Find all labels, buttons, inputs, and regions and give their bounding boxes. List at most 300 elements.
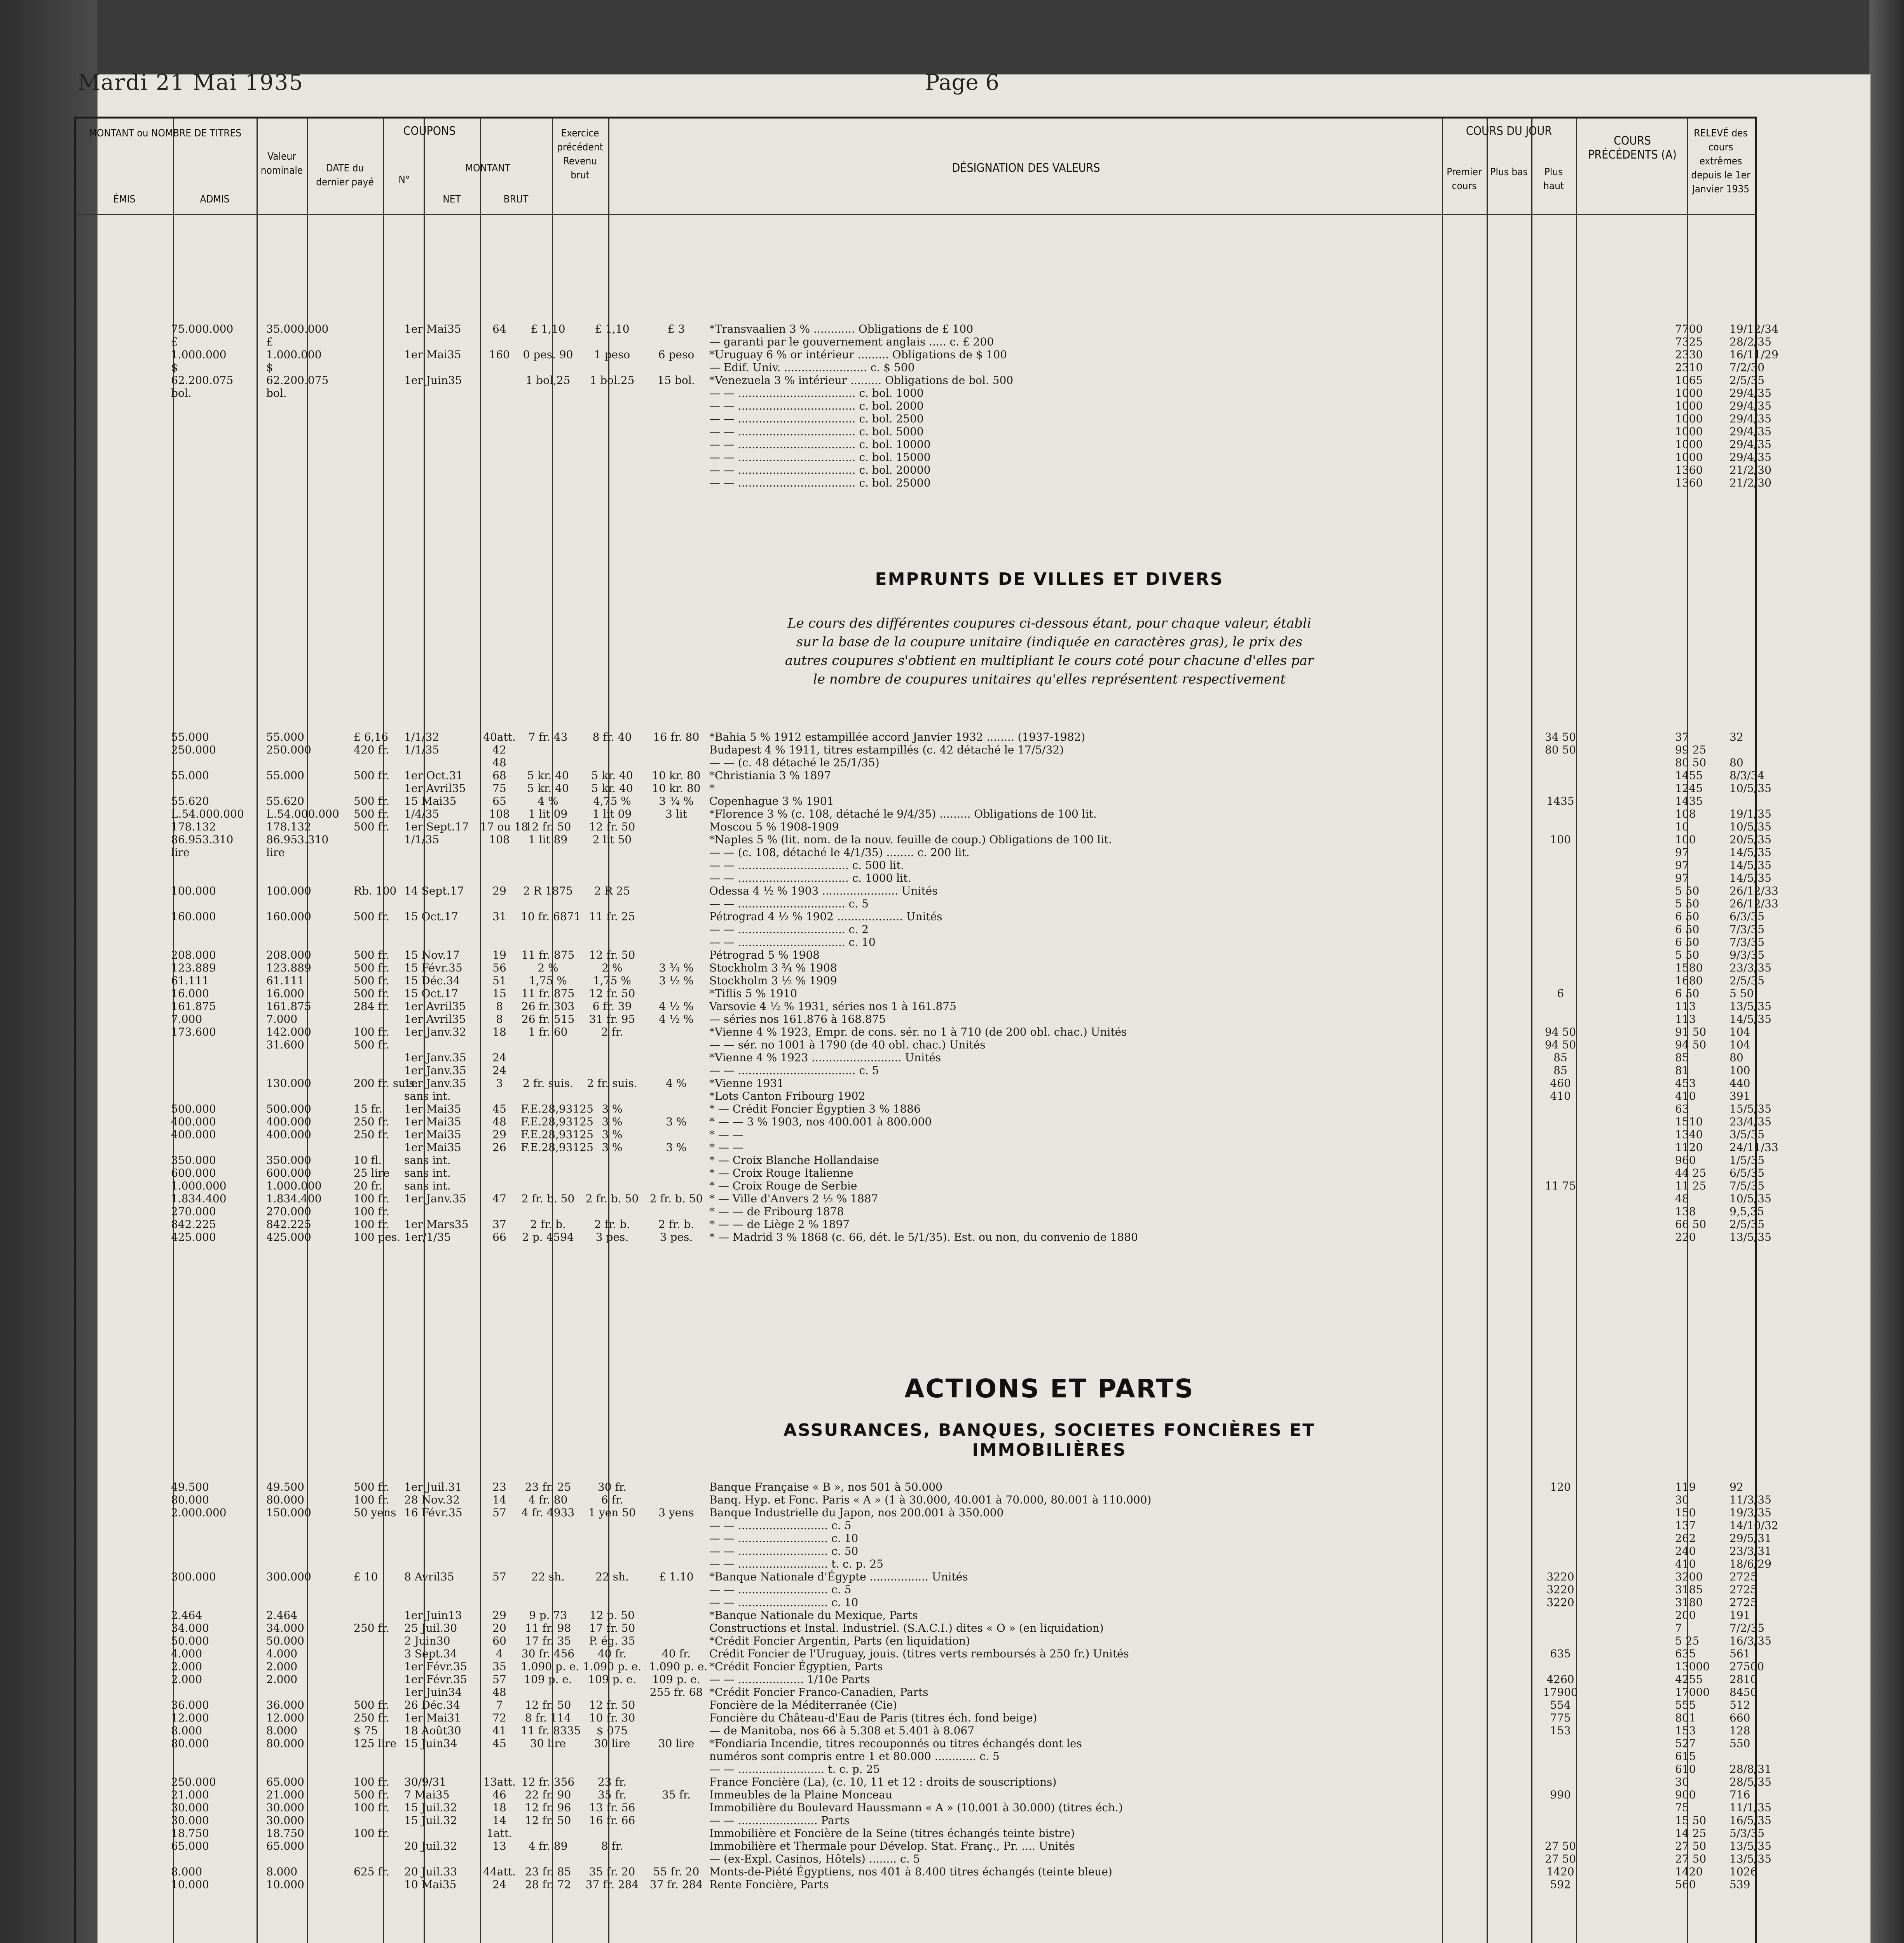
cell-brut: 2 R 25 xyxy=(594,884,630,897)
cell-date: 1er Sept.17 xyxy=(404,820,469,833)
cell-emis: 250.000 xyxy=(171,743,216,756)
cell-emis: 49.500 xyxy=(171,1481,209,1493)
cell-net: 12 fr. 50 xyxy=(525,1814,571,1827)
cell-brut: 5 kr. 40 xyxy=(591,769,633,782)
table-row xyxy=(171,923,1846,936)
cell-net: 11 fr. 8335 xyxy=(521,1724,581,1737)
cell-brut: 12 p. 50 xyxy=(590,1609,635,1622)
cell-rev: 30 lire xyxy=(658,1737,695,1750)
cell-prec: 1360 xyxy=(1675,464,1703,476)
cell-emis: 80.000 xyxy=(171,1493,209,1506)
cell-emis: 21.000 xyxy=(171,1788,209,1801)
rows-obligations xyxy=(171,323,1846,489)
cell-admis: £ xyxy=(266,335,273,348)
table-row xyxy=(171,769,1846,782)
cell-rel: 29/4/35 xyxy=(1729,425,1771,438)
cell-no: 17 ou 18 xyxy=(480,820,528,833)
table-row xyxy=(171,1852,1846,1865)
table-row xyxy=(171,961,1846,974)
cell-prec: 960 xyxy=(1675,1154,1696,1167)
cell-des: * — — de Fribourg 1878 xyxy=(709,1205,844,1218)
cell-des: *Banque Nationale d'Égypte ................. Unités xyxy=(709,1570,968,1583)
table-row xyxy=(171,1711,1846,1724)
cell-rel: 26/12/33 xyxy=(1729,884,1778,897)
col-designation: DÉSIGNATION DES VALEURS xyxy=(952,161,1100,175)
cell-des: — garanti par le gouvernement anglais ..... c. £ 200 xyxy=(709,335,994,348)
cell-brut: 3 pes. xyxy=(595,1231,629,1244)
cell-val: 500 fr. xyxy=(354,961,389,974)
cell-date: 1er Juin13 xyxy=(404,1609,462,1622)
table-row xyxy=(171,323,1846,335)
cell-no: 45 xyxy=(492,1737,506,1750)
cell-rel: 29/4/35 xyxy=(1729,438,1771,451)
cell-admis: 270.000 xyxy=(266,1205,311,1218)
cell-rel: 28/8/31 xyxy=(1729,1763,1771,1776)
table-row xyxy=(171,1801,1846,1814)
cell-date: sans int. xyxy=(404,1154,451,1167)
cell-des: — — .................................. c. bol. 2000 xyxy=(709,399,924,412)
cell-no: 35 xyxy=(492,1660,506,1673)
cell-rel: 6/3/35 xyxy=(1729,910,1765,923)
table-row xyxy=(171,1090,1846,1102)
cell-prec: 81 xyxy=(1675,1064,1689,1077)
cell-emis: 34.000 xyxy=(171,1622,209,1634)
table-row xyxy=(171,897,1846,910)
col-premier: Premier cours xyxy=(1447,166,1482,192)
cell-net: 7 fr. 43 xyxy=(528,731,568,743)
cell-rev: 2 fr. b. 50 xyxy=(649,1192,703,1205)
cell-net: 4 % xyxy=(538,795,558,808)
cell-date: 14 Sept.17 xyxy=(404,884,464,897)
cell-rel: 18/6/29 xyxy=(1729,1558,1771,1570)
table-row xyxy=(171,361,1846,374)
cell-rev: 3 % xyxy=(666,1141,687,1154)
cell-rel: 1/5/35 xyxy=(1729,1154,1765,1167)
table-row xyxy=(171,412,1846,425)
cell-rel: 539 xyxy=(1729,1878,1750,1891)
cell-val: 100 fr. xyxy=(354,1026,389,1038)
cell-val: 500 fr. xyxy=(354,1788,389,1801)
cell-date: 1er Juil.31 xyxy=(404,1481,462,1493)
cell-des: * — Ville d'Anvers 2 ½ % 1887 xyxy=(709,1192,878,1205)
cell-rel: 3/5/35 xyxy=(1729,1128,1765,1141)
cell-net: 5 kr. 40 xyxy=(527,782,569,795)
cell-brut: 2 fr. b. xyxy=(594,1218,630,1231)
table-row xyxy=(171,1750,1846,1763)
cell-rel: 13/5/35 xyxy=(1729,1231,1771,1244)
cell-prec: 138 xyxy=(1675,1205,1696,1218)
cell-rel: 29/4/35 xyxy=(1729,451,1771,464)
cell-des: — — .................................. c. bol. 25000 xyxy=(709,476,931,489)
cell-rel: 80 xyxy=(1729,1051,1743,1064)
cell-prec: 44 25 xyxy=(1675,1167,1707,1179)
cell-prec: 27 50 xyxy=(1675,1840,1707,1852)
cell-admis: 49.500 xyxy=(266,1481,304,1493)
cell-no: 20 xyxy=(492,1622,506,1634)
cell-brut: 16 fr. 66 xyxy=(589,1814,635,1827)
cell-prem: 1420 xyxy=(1546,1865,1574,1878)
table-row xyxy=(171,1481,1846,1493)
cell-rel: 660 xyxy=(1729,1711,1750,1724)
cell-rel: 10/5/35 xyxy=(1729,1192,1771,1205)
cell-prem: 460 xyxy=(1550,1077,1571,1090)
cell-val: 200 fr. suis. xyxy=(354,1077,418,1090)
cell-net: 2 p. 4594 xyxy=(522,1231,574,1244)
cell-emis: 123.889 xyxy=(171,961,216,974)
cell-net: 11 fr. 875 xyxy=(521,987,575,1000)
cell-des: — — sér. no 1001 à 1790 (de 40 obl. chac.) Unités xyxy=(709,1038,986,1051)
cell-val: £ 6,16 xyxy=(354,731,389,743)
cell-rel: 20/5/35 xyxy=(1729,833,1771,846)
cell-admis: lire xyxy=(266,846,285,859)
cell-val: 50 yens xyxy=(354,1506,396,1519)
cell-prec: 560 xyxy=(1675,1878,1696,1891)
cell-prem: 3220 xyxy=(1546,1570,1574,1583)
cell-admis: 2.464 xyxy=(266,1609,298,1622)
cell-val: 250 fr. xyxy=(354,1128,389,1141)
cell-prec: 5 50 xyxy=(1675,884,1700,897)
cell-brut: 2 fr. xyxy=(601,1026,623,1038)
cell-prem: 775 xyxy=(1550,1711,1571,1724)
cell-emis: 65.000 xyxy=(171,1840,209,1852)
cell-emis: 30.000 xyxy=(171,1801,209,1814)
cell-net: 12 fr. 50 xyxy=(525,1699,571,1711)
cell-brut: 2 fr. b. 50 xyxy=(585,1192,639,1205)
cell-rev: 4 % xyxy=(666,1077,687,1090)
cell-net: 11 fr. 875 xyxy=(521,949,575,961)
cell-rel: 7/5/35 xyxy=(1729,1179,1765,1192)
page-date: Mardi 21 Mai 1935 xyxy=(78,70,304,95)
cell-val: 500 fr. xyxy=(354,949,389,961)
cell-val: 500 fr. xyxy=(354,769,389,782)
cell-prec: 15 50 xyxy=(1675,1814,1707,1827)
cell-prec: 7700 xyxy=(1675,323,1703,335)
cell-emis: 2.000.000 xyxy=(171,1506,227,1519)
cell-des: — — .................................. c. bol. 2500 xyxy=(709,412,924,425)
cell-brut: 1,75 % xyxy=(593,974,631,987)
cell-des: France Foncière (La), (c. 10, 11 et 12 : droits de souscriptions) xyxy=(709,1776,1057,1788)
cell-emis: 62.200.075 xyxy=(171,374,234,387)
cell-brut: 35 fr. xyxy=(597,1788,627,1801)
cell-prec: 150 xyxy=(1675,1506,1696,1519)
cell-rev: 3 pes. xyxy=(660,1231,693,1244)
cell-emis: 80.000 xyxy=(171,1737,209,1750)
cell-admis: 31.600 xyxy=(266,1038,304,1051)
cell-brut: 37 fr. 284 xyxy=(585,1878,639,1891)
cell-prec: 7325 xyxy=(1675,335,1703,348)
cell-date: 15 Mai35 xyxy=(404,795,457,808)
cell-rel: 2/5/35 xyxy=(1729,974,1765,987)
cell-des: — — .................................. c. bol. 20000 xyxy=(709,464,931,476)
cell-prec: 1000 xyxy=(1675,451,1703,464)
table-row xyxy=(171,1532,1846,1545)
cell-date: 1er Janv.35 xyxy=(404,1192,466,1205)
cell-net: 12 fr. 96 xyxy=(525,1801,571,1814)
table-row xyxy=(171,374,1846,387)
cell-brut: 3 % xyxy=(602,1102,623,1115)
cell-des: * — Croix Rouge Italienne xyxy=(709,1167,853,1179)
cell-des: — — ................................ c. 1000 lit. xyxy=(709,872,911,884)
cell-brut: 31 fr. 95 xyxy=(589,1013,635,1026)
cell-rel: 14/5/35 xyxy=(1729,872,1771,884)
cell-des: *Crédit Foncier Franco-Canadien, Parts xyxy=(709,1686,928,1699)
cell-no: 7 xyxy=(496,1699,503,1711)
rows-actions xyxy=(171,1481,1846,1891)
cell-no: 48 xyxy=(492,1686,506,1699)
cell-des: Monts-de-Piété Égyptiens, nos 401 à 8.400 titres échangés (teinte bleue) xyxy=(709,1865,1112,1878)
cell-admis: 1.834.400 xyxy=(266,1192,322,1205)
cell-des: * xyxy=(709,782,715,795)
cell-val: 500 fr. xyxy=(354,820,389,833)
cell-prec: 555 xyxy=(1675,1699,1696,1711)
cell-des: — — .................................. c. bol. 15000 xyxy=(709,451,931,464)
cell-net: 12 fr. 50 xyxy=(525,820,571,833)
cell-net: 28 fr. 72 xyxy=(525,1878,571,1891)
cell-rev: 1.090 p. e. xyxy=(649,1660,708,1673)
cell-date: sans int. xyxy=(404,1090,451,1102)
table-row xyxy=(171,1519,1846,1532)
cell-prec: 1510 xyxy=(1675,1115,1703,1128)
cell-rev: 16 fr. 80 xyxy=(653,731,700,743)
cell-admis: $ xyxy=(266,361,273,374)
table-row xyxy=(171,846,1846,859)
cell-no: 3 xyxy=(496,1077,503,1090)
cell-rel: 11/3/35 xyxy=(1729,1493,1771,1506)
table-row xyxy=(171,1128,1846,1141)
table-row xyxy=(171,872,1846,884)
cell-rel: 29/4/35 xyxy=(1729,412,1771,425)
cell-brut: $ 075 xyxy=(596,1724,628,1737)
cell-no: 1att. xyxy=(487,1827,512,1840)
cell-brut: 3 % xyxy=(602,1141,623,1154)
scan-right-margin xyxy=(1869,0,1904,1943)
cell-des: — — .......................... c. 5 xyxy=(709,1519,852,1532)
table-row xyxy=(171,1064,1846,1077)
table-row xyxy=(171,743,1846,756)
cell-des: *Uruguay 6 % or intérieur ......... Obligations de $ 100 xyxy=(709,348,1007,361)
cell-prec: 900 xyxy=(1675,1788,1696,1801)
cell-rel: 9/3/35 xyxy=(1729,949,1765,961)
cell-admis: 350.000 xyxy=(266,1154,311,1167)
cell-date: 15 Déc.34 xyxy=(404,974,460,987)
table-row xyxy=(171,833,1846,846)
cell-brut: 23 fr. xyxy=(597,1776,627,1788)
table-row xyxy=(171,1154,1846,1167)
cell-net: 1 lit 89 xyxy=(528,833,568,846)
table-row xyxy=(171,1827,1846,1840)
cell-admis: 142.000 xyxy=(266,1026,311,1038)
cell-des: *Banque Nationale du Mexique, Parts xyxy=(709,1609,918,1622)
cell-des: Moscou 5 % 1908-1909 xyxy=(709,820,839,833)
col-coupons: COUPONS xyxy=(403,124,456,138)
cell-prec: 108 xyxy=(1675,808,1696,820)
cell-rev: 255 fr. 68 xyxy=(649,1686,703,1699)
table-row xyxy=(171,1878,1846,1891)
cell-val: 500 fr. xyxy=(354,987,389,1000)
cell-net: 30 fr. 456 xyxy=(521,1647,575,1660)
table-row xyxy=(171,910,1846,923)
cell-emis: 55.000 xyxy=(171,731,209,743)
cell-emis: £ xyxy=(171,335,178,348)
table-row xyxy=(171,335,1846,348)
cell-val: £ 10 xyxy=(354,1570,378,1583)
cell-des: *Crédit Foncier Argentin, Parts (en liquidation) xyxy=(709,1634,970,1647)
col-numero: N° xyxy=(398,174,410,186)
col-montant-coupon: MONTANT xyxy=(465,162,511,174)
cell-date: 1er Janv.32 xyxy=(404,1026,466,1038)
cell-brut: 11 fr. 25 xyxy=(589,910,635,923)
cell-emis: 12.000 xyxy=(171,1711,209,1724)
cell-emis: 4.000 xyxy=(171,1647,202,1660)
table-row xyxy=(171,1634,1846,1647)
cell-emis: 1.000.000 xyxy=(171,348,227,361)
cell-prec: 5 50 xyxy=(1675,897,1700,910)
cell-admis: 10.000 xyxy=(266,1878,304,1891)
col-releve: RELEVÉ des cours extrêmes depuis le 1er Janvier 1935 xyxy=(1691,127,1750,195)
cell-rel: 2/5/35 xyxy=(1729,374,1765,387)
cell-prec: 4255 xyxy=(1675,1673,1703,1686)
cell-admis: 55.000 xyxy=(266,731,304,743)
cell-prec: 410 xyxy=(1675,1558,1696,1570)
cell-prec: 3185 xyxy=(1675,1583,1703,1596)
cell-emis: 178.132 xyxy=(171,820,216,833)
cell-net: 1.090 p. e. xyxy=(521,1660,579,1673)
cell-des: numéros sont compris entre 1 et 80.000 ............ c. 5 xyxy=(709,1750,1000,1763)
table-row xyxy=(171,1609,1846,1622)
cell-no: 57 xyxy=(492,1570,506,1583)
table-row xyxy=(171,1570,1846,1583)
cell-des: *Bahia 5 % 1912 estampillée accord Janvier 1932 ........ (1937-1982) xyxy=(709,731,1086,743)
cell-date: 16 Févr.35 xyxy=(404,1506,462,1519)
cell-prec: 1360 xyxy=(1675,476,1703,489)
cell-admis: 250.000 xyxy=(266,743,311,756)
cell-brut: 8 fr. 40 xyxy=(592,731,632,743)
cell-no: 48 xyxy=(492,1115,506,1128)
cell-prec: 200 xyxy=(1675,1609,1696,1622)
cell-rel: 2725 xyxy=(1729,1570,1757,1583)
header-rule xyxy=(76,214,1755,215)
cell-net: 2 fr. b. 50 xyxy=(521,1192,575,1205)
cell-des: — — .................................. c. 5 xyxy=(709,1064,879,1077)
cell-rev: 3 ¾ % xyxy=(659,961,694,974)
cell-val: 100 fr. xyxy=(354,1192,389,1205)
cell-rel: 10/5/35 xyxy=(1729,820,1771,833)
cell-no: 65 xyxy=(492,795,506,808)
cell-rev: 4 ½ % xyxy=(659,1000,694,1013)
cell-prec: 1245 xyxy=(1675,782,1703,795)
cell-emis: 270.000 xyxy=(171,1205,216,1218)
table-row xyxy=(171,1013,1846,1026)
cell-brut: 1 peso xyxy=(594,348,630,361)
cell-net: 11 fr. 98 xyxy=(525,1622,571,1634)
cell-emis: 425.000 xyxy=(171,1231,216,1244)
cell-no: 14 xyxy=(492,1493,506,1506)
table-row xyxy=(171,464,1846,476)
cell-emis: 30.000 xyxy=(171,1814,209,1827)
cell-val: 100 fr. xyxy=(354,1776,389,1788)
cell-no: 44att. xyxy=(483,1865,516,1878)
cell-admis: 1.000.000 xyxy=(266,348,322,361)
cell-no: 4 xyxy=(496,1647,503,1660)
cell-no: 37 xyxy=(492,1218,506,1231)
cell-rel: 23/3/31 xyxy=(1729,1545,1771,1558)
cell-des: *Venezuela 3 % intérieur ......... Obligations de bol. 500 xyxy=(709,374,1014,387)
cell-date: 1er Mai31 xyxy=(404,1711,461,1724)
cell-net: 12 fr. 356 xyxy=(521,1776,575,1788)
cell-emis: 18.750 xyxy=(171,1827,209,1840)
cell-val: 500 fr. xyxy=(354,910,389,923)
cell-prem: 94 50 xyxy=(1544,1026,1576,1038)
cell-des: — séries nos 161.876 à 168.875 xyxy=(709,1013,886,1026)
cell-prec: 453 xyxy=(1675,1077,1696,1090)
cell-rel: 26/12/33 xyxy=(1729,897,1778,910)
cell-no: 24 xyxy=(492,1064,506,1077)
cell-rel: 2/5/35 xyxy=(1729,1218,1765,1231)
cell-prec: 1680 xyxy=(1675,974,1703,987)
cell-net: F.E.28,93125 xyxy=(521,1128,593,1141)
cell-admis: 4.000 xyxy=(266,1647,298,1660)
cell-rel: 100 xyxy=(1729,1064,1750,1077)
cell-admis: 150.000 xyxy=(266,1506,311,1519)
cell-no: 24 xyxy=(492,1878,506,1891)
col-valeur: Valeur nominale xyxy=(260,151,303,176)
cell-des: — — ................................ c. 500 lit. xyxy=(709,859,904,872)
cell-des: — — (c. 108, détaché le 4/1/35) ........ c. 200 lit. xyxy=(709,846,970,859)
table-row xyxy=(171,1622,1846,1634)
cell-rel: 15/5/35 xyxy=(1729,1102,1771,1115)
cell-rel: 19/3/35 xyxy=(1729,1506,1771,1519)
cell-rel: 1026 xyxy=(1729,1865,1757,1878)
cell-admis: bol. xyxy=(266,387,287,399)
cell-prec: 37 xyxy=(1675,731,1689,743)
cell-des: Immobilière et Foncière de la Seine (titres échangés teinte bistre) xyxy=(709,1827,1075,1840)
cell-no: 23 xyxy=(492,1481,506,1493)
cell-emis: 75.000.000 xyxy=(171,323,234,335)
col-exercice: Exercice précédent Revenu brut xyxy=(557,127,603,181)
cell-rel: 14/5/35 xyxy=(1729,859,1771,872)
cell-val: 100 fr. xyxy=(354,1493,389,1506)
cell-admis: 80.000 xyxy=(266,1737,304,1750)
cell-des: * — Croix Blanche Hollandaise xyxy=(709,1154,879,1167)
table-row xyxy=(171,1647,1846,1660)
table-row xyxy=(171,1205,1846,1218)
cell-prec: 1420 xyxy=(1675,1865,1703,1878)
cell-des: Rente Foncière, Parts xyxy=(709,1878,829,1891)
cell-net: 17 fr. 35 xyxy=(525,1634,571,1647)
cell-no: 29 xyxy=(492,1609,506,1622)
cell-rel: 13/5/35 xyxy=(1729,1840,1771,1852)
cell-rel: 5 50 xyxy=(1729,987,1754,1000)
cell-val: 500 fr. xyxy=(354,1038,389,1051)
cell-des: — — ....................... Parts xyxy=(709,1814,850,1827)
cell-brut: 12 fr. 50 xyxy=(589,1699,635,1711)
cell-rel: 14/5/35 xyxy=(1729,846,1771,859)
cell-date: 26 Déc.34 xyxy=(404,1699,460,1711)
cell-brut: 6 fr. xyxy=(601,1493,623,1506)
col-cours-du-jour: COURS DU JOUR xyxy=(1466,124,1552,138)
cell-brut: 3 % xyxy=(602,1128,623,1141)
cell-prec: 17000 xyxy=(1675,1686,1710,1699)
cell-prem: 85 xyxy=(1553,1064,1567,1077)
cell-prec: 100 xyxy=(1675,833,1696,846)
cell-no: 51 xyxy=(492,974,506,987)
table-row xyxy=(171,1865,1846,1878)
cell-des: *Christiania 3 % 1897 xyxy=(709,769,831,782)
col-net: NET xyxy=(443,194,461,205)
cell-des: Banque Française « B », nos 501 à 50.000 xyxy=(709,1481,942,1493)
table-row xyxy=(171,884,1846,897)
cell-rev: 10 kr. 80 xyxy=(652,769,701,782)
